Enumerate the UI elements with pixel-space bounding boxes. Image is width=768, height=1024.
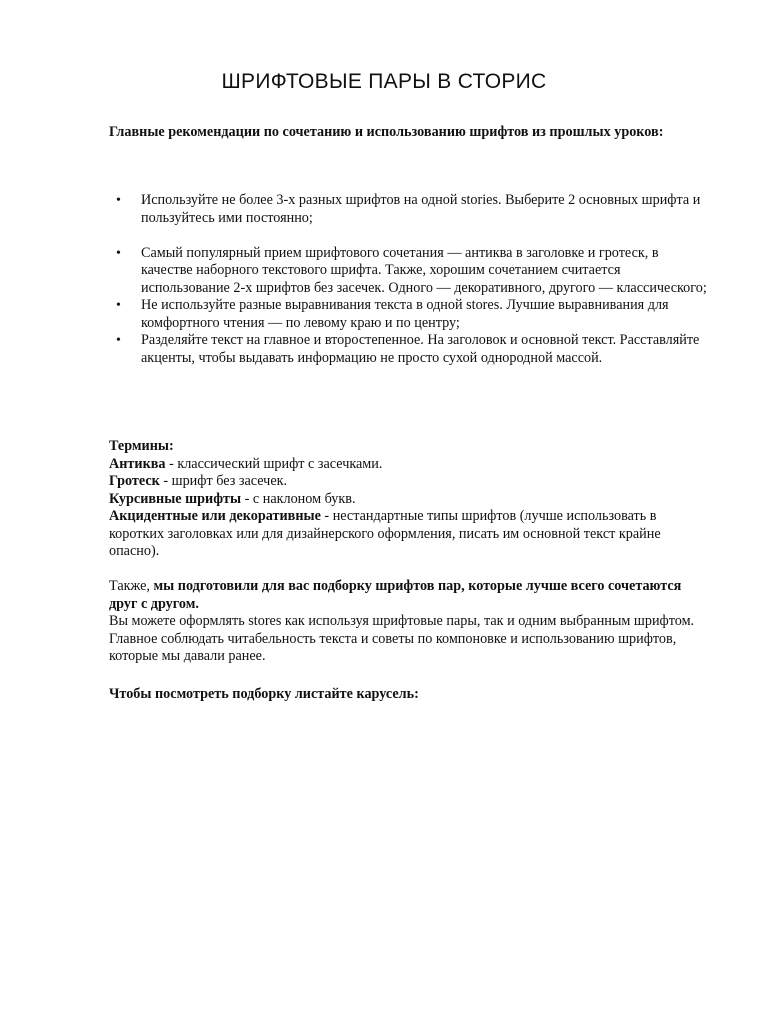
terms-section	[109, 438, 709, 561]
term-item	[109, 491, 709, 509]
list-item: • Самый популярный прием шрифтового сочетания — антиква в заголовке и гротеск, в качестве наборного текстового шрифта. Также, хорошим сочетанием считается использование 2-х шрифтов без засечек. Одного — декоративного, другого — классического;	[109, 245, 709, 298]
collection-highlight: мы подготовили для вас подборку шрифтов пар, которые лучше всего сочетаются друг с другом.	[109, 578, 682, 612]
list-item: • Используйте не более 3-х разных шрифтов на одной stories. Выберите 2 основных шрифта и пользуйтесь ими постоянно;	[109, 192, 709, 227]
list-item: • Не используйте разные выравнивания текста в одной stores. Лучшие выравнивания для комфортного чтения — по левому краю и по центру;	[109, 297, 709, 332]
collection-body: Вы можете оформлять stores как используя шрифтовые пары, так и одним выбранным шрифтом. Главное соблюдать читабельность текста и советы по компоновке и использованию шрифтов, которые мы давали ранее.	[109, 613, 695, 664]
recommendations-list	[109, 192, 709, 367]
page-title: ШРИФТОВЫЕ ПАРЫ В СТОРИС	[221, 70, 547, 93]
term-name: Курсивные шрифты	[109, 490, 242, 507]
list-item: • Разделяйте текст на главное и второстепенное. На заголовок и основной текст. Расставляйте акценты, чтобы выдавать информацию не просто сухой однородной массой.	[109, 332, 709, 367]
term-item	[109, 473, 709, 491]
term-name: Гротеск	[109, 473, 160, 489]
collection-lead: Также,	[109, 578, 154, 594]
term-name: Антиква	[109, 455, 166, 472]
term-definition: - с наклоном букв.	[241, 490, 356, 507]
term-definition: - шрифт без засечек.	[159, 473, 288, 489]
carousel-prompt: Чтобы посмотреть подборку листайте карусель:	[109, 686, 419, 702]
intro-heading: Главные рекомендации по сочетанию и использованию шрифтов из прошлых уроков:	[109, 124, 664, 140]
term-item	[109, 456, 709, 474]
term-name: Акцидентные или декоративные	[109, 508, 321, 524]
term-definition: - нестандартные типы шрифтов (лучше использовать в коротких заголовках или для дизайнерского оформления, писать им основной текст крайне опасно).	[109, 508, 661, 559]
term-definition: - классический шрифт с засечками.	[165, 455, 383, 472]
collection-paragraph	[109, 578, 709, 666]
term-item	[109, 508, 709, 561]
terms-heading: Термины:	[109, 438, 174, 454]
